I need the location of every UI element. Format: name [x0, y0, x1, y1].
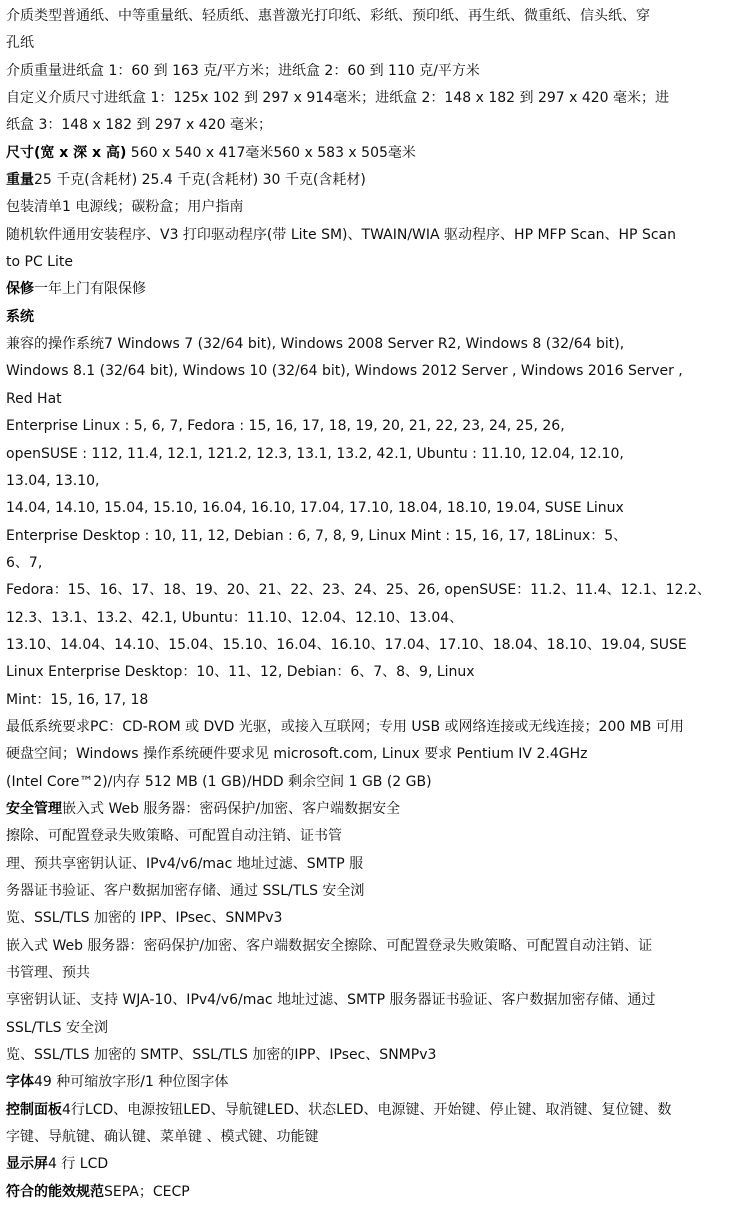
- spec-text: 25 千克(含耗材) 25.4 千克(含耗材) 30 千克(含耗材): [34, 172, 366, 189]
- spec-line: [6, 358, 746, 385]
- spec-text: openSUSE : 112, 11.4, 12.1, 121.2, 12.3, 13.1, 13.2, 42.1, Ubuntu : 11.10, 12.04, 12.10,: [6, 445, 624, 462]
- spec-line: [6, 605, 746, 632]
- spec-text: 560 x 540 x 417毫米560 x 583 x 505毫米: [126, 144, 416, 161]
- spec-line: [6, 960, 746, 987]
- spec-line: [6, 523, 746, 550]
- spec-text: 包装清单1 电源线；碳粉盒；用户指南: [6, 199, 244, 216]
- spec-text: 纸盒 3：148 x 182 到 297 x 420 毫米；: [6, 117, 272, 134]
- spec-line: [6, 905, 746, 932]
- spec-line: [6, 1151, 746, 1178]
- spec-text: Enterprise Desktop : 10, 11, 12, Debian : 6, 7, 8, 9, Linux Mint : 15, 16, 17, 18Linux：5、: [6, 527, 628, 544]
- spec-text: 4 行 LCD: [48, 1156, 109, 1173]
- spec-label: 尺寸(宽 x 深 x 高): [6, 144, 127, 161]
- spec-line: [6, 194, 746, 221]
- spec-line: [6, 249, 746, 276]
- spec-line: [6, 140, 746, 167]
- spec-line: [6, 987, 746, 1014]
- spec-label: 保修: [6, 281, 34, 298]
- spec-text: 孔纸: [6, 35, 34, 52]
- spec-text: SEPA；CECP: [104, 1183, 190, 1200]
- spec-label: 显示屏: [6, 1156, 48, 1173]
- spec-text: 介质类型普通纸、中等重量纸、轻质纸、惠普激光打印纸、彩纸、预印纸、再生纸、微重纸、信头纸、穿: [6, 8, 650, 24]
- spec-label: 字体: [6, 1074, 34, 1091]
- spec-line: [6, 659, 746, 686]
- spec-text: 字键、导航键、确认键、菜单键 、模式键、功能键: [6, 1129, 319, 1146]
- spec-label: 控制面板: [6, 1101, 62, 1118]
- spec-line: [6, 468, 746, 495]
- spec-line: [6, 550, 746, 577]
- spec-line: [6, 878, 746, 905]
- spec-line: [6, 577, 746, 604]
- spec-line: [6, 933, 746, 960]
- spec-text: 理、预共享密钥认证、IPv4/v6/mac 地址过滤、SMTP 服: [6, 855, 364, 872]
- spec-text: 享密钥认证、支持 WJA-10、IPv4/v6/mac 地址过滤、SMTP 服务器证书验证、客户数据加密存储、通过: [6, 992, 656, 1009]
- spec-text: Fedora：15、16、17、18、19、20、21、22、23、24、25、26, openSUSE：11.2、11.4、12.1、12.2、: [6, 582, 711, 599]
- spec-line: [6, 167, 746, 194]
- spec-line: [6, 1069, 746, 1096]
- spec-line: [6, 714, 746, 741]
- spec-text: Red Hat: [6, 390, 62, 407]
- spec-line: [6, 85, 746, 112]
- spec-text: 兼容的操作系统7 Windows 7 (32/64 bit), Windows 2008 Server R2, Windows 8 (32/64 bit),: [6, 336, 625, 353]
- spec-line: [6, 796, 746, 823]
- spec-text: 自定义介质尺寸进纸盒 1：125x 102 到 297 x 914毫米；进纸盒 2：148 x 182 到 297 x 420 毫米；进: [6, 90, 670, 107]
- spec-text: 14.04, 14.10, 15.04, 15.10, 16.04, 16.10, 17.04, 17.10, 18.04, 18.10, 19.04, SUSE Linux: [6, 500, 624, 517]
- spec-line: [6, 1097, 746, 1124]
- spec-document: [6, 3, 746, 1206]
- spec-line: [6, 823, 746, 850]
- spec-text: 13.04, 13.10,: [6, 472, 100, 489]
- spec-text: 擦除、可配置登录失败策略、可配置自动注销、证书管: [6, 828, 342, 845]
- spec-line: [6, 222, 746, 249]
- spec-text: 书管理、预共: [6, 965, 90, 982]
- spec-line: [6, 3, 746, 30]
- spec-text: (Intel Core™2)/内存 512 MB (1 GB)/HDD 剩余空间 1 GB (2 GB): [6, 773, 432, 790]
- spec-line: [6, 1042, 746, 1069]
- spec-line: [6, 769, 746, 796]
- spec-line: [6, 413, 746, 440]
- spec-line: [6, 58, 746, 85]
- spec-line: [6, 851, 746, 878]
- spec-label: 符合的能效规范: [6, 1183, 104, 1200]
- spec-line: [6, 276, 746, 303]
- spec-text: Mint：15, 16, 17, 18: [6, 691, 149, 708]
- spec-text: SSL/TLS 安全浏: [6, 1019, 108, 1036]
- spec-text: 49 种可缩放字形/1 种位图字体: [34, 1074, 229, 1091]
- spec-text: 嵌入式 Web 服务器：密码保护/加密、客户端数据安全擦除、可配置登录失败策略、可配置自动注销、证: [6, 937, 653, 954]
- spec-label: 重量: [6, 172, 34, 189]
- spec-label: 安全管理: [6, 800, 62, 817]
- spec-text: Enterprise Linux : 5, 6, 7, Fedora : 15, 16, 17, 18, 19, 20, 21, 22, 23, 24, 25, 26,: [6, 418, 565, 435]
- spec-text: 6、7,: [6, 554, 43, 571]
- spec-text: 12.3、13.1、13.2、42.1, Ubuntu：11.10、12.04、12.10、13.04、: [6, 609, 464, 626]
- spec-text: 览、SSL/TLS 加密的 IPP、IPsec、SNMPv3: [6, 910, 283, 927]
- spec-text: 务器证书验证、客户数据加密存储、通过 SSL/TLS 安全浏: [6, 883, 365, 899]
- spec-text: 览、SSL/TLS 加密的 SMTP、SSL/TLS 加密的IPP、IPsec、SNMPv3: [6, 1047, 437, 1064]
- spec-text: 4行LCD、电源按钮LED、导航键LED、状态LED、电源键、开始键、停止键、取消键、复位键、数: [62, 1101, 672, 1118]
- spec-line: [6, 632, 746, 659]
- spec-text: Linux Enterprise Desktop：10、11、12, Debian：6、7、8、9, Linux: [6, 664, 475, 681]
- spec-text: 13.10、14.04、14.10、15.04、15.10、16.04、16.10、17.04、17.10、18.04、18.10、19.04, SUSE: [6, 636, 687, 653]
- spec-line: [6, 331, 746, 358]
- spec-line: [6, 30, 746, 57]
- spec-text: 最低系统要求PC：CD-ROM 或 DVD 光驱，或接入互联网；专用 USB 或网络连接或无线连接；200 MB 可用: [6, 718, 684, 735]
- spec-text: 嵌入式 Web 服务器：密码保护/加密、客户端数据安全: [62, 800, 401, 817]
- spec-line: [6, 687, 746, 714]
- spec-line: [6, 112, 746, 139]
- spec-line: [6, 1015, 746, 1042]
- spec-text: to PC Lite: [6, 254, 73, 271]
- spec-line: [6, 441, 746, 468]
- spec-text: 随机软件通用安装程序、V3 打印驱动程序(带 Lite SM)、TWAIN/WIA 驱动程序、HP MFP Scan、HP Scan: [6, 226, 676, 243]
- spec-text: 硬盘空间；Windows 操作系统硬件要求见 microsoft.com, Linux 要求 Pentium IV 2.4GHz: [6, 746, 588, 763]
- spec-text: 一年上门有限保修: [34, 281, 146, 298]
- spec-text: 介质重量进纸盒 1：60 到 163 克/平方米；进纸盒 2：60 到 110 克/平方米: [6, 62, 480, 79]
- spec-line: [6, 386, 746, 413]
- spec-label: 系统: [6, 308, 34, 325]
- spec-line: [6, 495, 746, 522]
- spec-line: [6, 304, 746, 331]
- spec-line: [6, 741, 746, 768]
- spec-text: Windows 8.1 (32/64 bit), Windows 10 (32/64 bit), Windows 2012 Server , Windows 2016 Server ,: [6, 363, 683, 380]
- spec-line: [6, 1124, 746, 1151]
